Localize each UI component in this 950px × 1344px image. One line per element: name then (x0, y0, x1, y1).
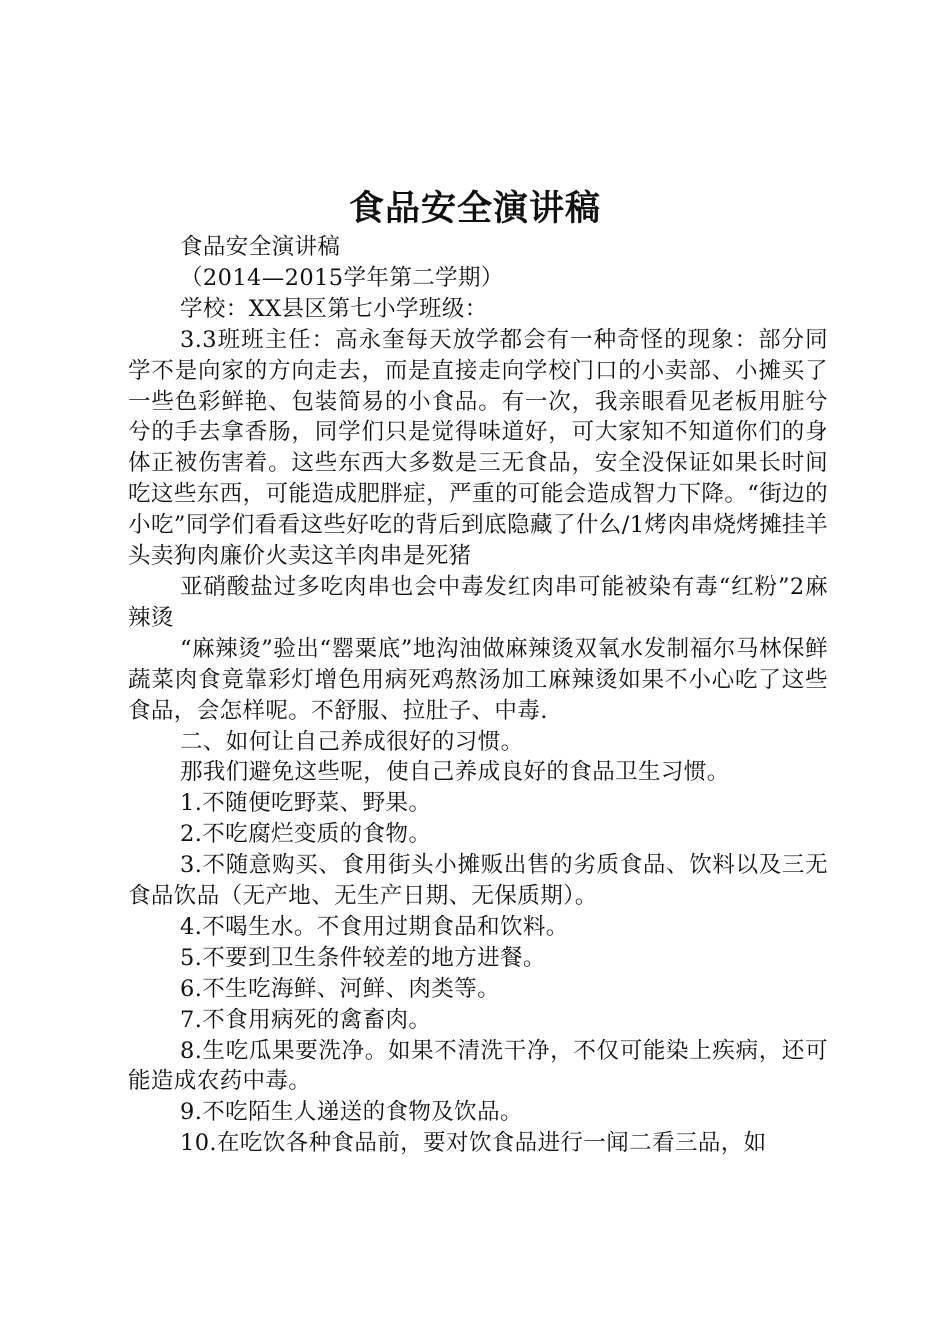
paragraph-school-year: （2014—2015学年第二学期） (180, 264, 504, 291)
list-item: 7.不食用病死的禽畜肉。 (180, 1006, 432, 1033)
paragraph-school: 学校：XX县区第七小学班级： (180, 295, 488, 322)
document-title: 食品安全演讲稿 (348, 189, 601, 229)
paragraph-subtitle: 食品安全演讲稿 (180, 234, 341, 260)
list-item: 10.在吃饮各种食品前，要对饮食品进行一闻二看三品，如 (180, 1130, 767, 1157)
paragraph-intro: 3.3班班主任：高永奎每天放学都会有一种奇怪的现象：部分同学不是向家的方向走去，而是直接走向学校门口的小卖部、小摊买了一些色彩鲜艳、包装简易的小食品。有一次，我亲眼看见老板用脏兮兮的手去拿香肠，同学们只是觉得味道好，可大家知不知道你们的身体正被伤害着。这些东西大多数是三无食品，安全没保证如果长时间吃这些东西，可能造成肥胖症，严重的可能会造成智力下降。“街边的小吃”同学们看看这些好吃的背后到底隐藏了什么/1烤肉串烧烤摊挂羊头卖狗肉廉价火卖这羊肉串是死猪 (128, 326, 828, 570)
list-item: 8.生吃瓜果要洗净。如果不清洗干净，不仅可能染上疾病，还可能造成农药中毒。 (128, 1037, 828, 1095)
section-heading: 二、如何让自己养成很好的习惯。 (180, 728, 524, 755)
list-item: 1.不随便吃野菜、野果。 (180, 790, 432, 817)
paragraph-malatang: “麻辣烫”验出“罂粟底”地沟油做麻辣烫双氧水发制福尔马林保鲜蔬菜肉食竟靠彩灯增色用病死鸡熬汤加工麻辣烫如果不小心吃了这些食品，会怎样呢。不舒服、拉肚子、中毒. (128, 635, 828, 724)
list-item: 2.不吃腐烂变质的食物。 (180, 821, 432, 848)
list-item: 6.不生吃海鲜、河鲜、肉类等。 (180, 975, 500, 1002)
paragraph-nitrite: 亚硝酸盐过多吃肉串也会中毒发红肉串可能被染有毒“红粉”2麻辣烫 (128, 573, 828, 631)
list-item: 3.不随意购买、食用街头小摊贩出售的劣质食品、饮料以及三无食品饮品（无产地、无生产日期、无保质期）。 (128, 852, 828, 910)
list-item: 9.不吃陌生人递送的食物及饮品。 (180, 1099, 523, 1126)
document-body (128, 232, 828, 1159)
list-item: 4.不喝生水。不食用过期食品和饮料。 (180, 913, 569, 940)
paragraph-habits-intro: 那我们避免这些呢，使自己养成良好的食品卫生习惯。 (180, 759, 730, 786)
list-item: 5.不要到卫生条件较差的地方进餐。 (180, 944, 546, 971)
